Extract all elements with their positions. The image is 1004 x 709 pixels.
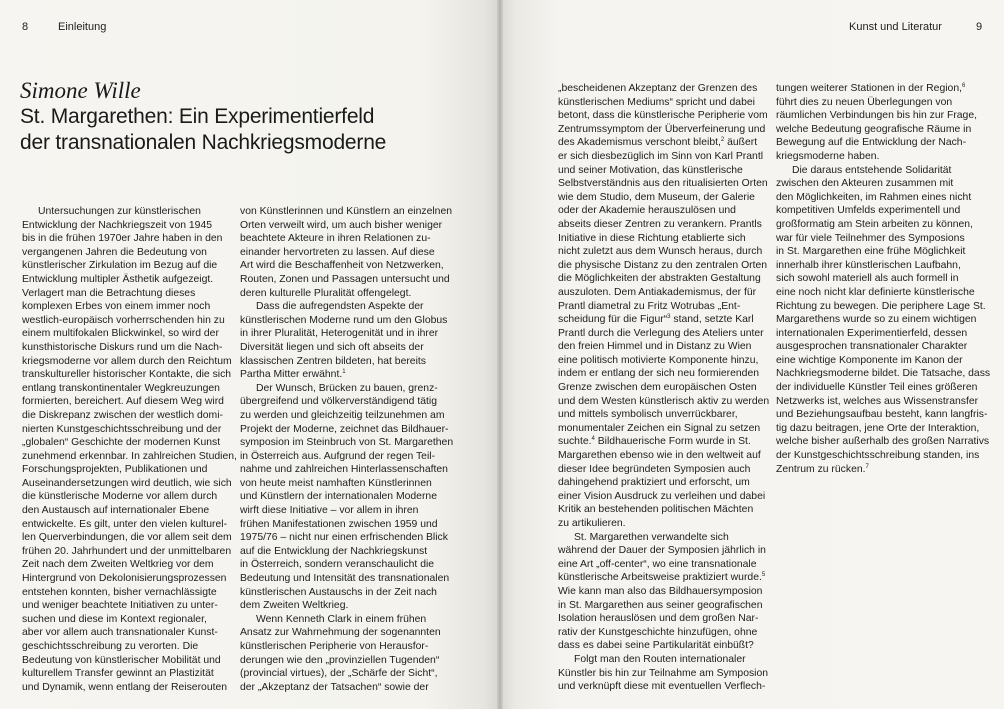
text-line: zunehmend erkennbar. In zahlreichen Studien,	[22, 450, 237, 462]
text-line: Projekt der Moderne, zeichnet das Bildhauer-	[240, 423, 449, 435]
text-line	[558, 571, 770, 585]
text-line: kompetitiven Umfelds experimentell und	[776, 205, 961, 217]
text-line: Diversität liegen und sich oft abseits der	[240, 341, 424, 353]
text-line-content: künstlerische Arbeitsweise praktiziert wurde.	[558, 572, 762, 584]
text-line: die Möglichkeiten der abstrakten Gestaltung	[558, 273, 761, 285]
text-line: Forschungsprojekten, Publikationen und	[22, 464, 208, 476]
text-line: den freien Himmel und in Distanz zu Wien	[558, 341, 752, 353]
text-line: Prantl diametral zu Fritz Wotrubas „Ent-	[558, 300, 741, 312]
text-line: Selbstverständnis aus den ritualisierten Orten	[558, 178, 768, 190]
text-line: eine wichtige Komponente im Kanon der	[776, 354, 963, 366]
text-line: in Österreich aus. Aufgrund der regen Teil-	[240, 450, 436, 462]
text-line: oder der Akademie herauszulösen und	[558, 205, 736, 217]
text-line: „globalen“ Geschichte der modernen Kunst	[22, 437, 221, 449]
text-line: Die daraus entstehende Solidarität	[792, 164, 952, 176]
text-line: von heute meist namhaften Künstlerinnen	[240, 477, 432, 489]
text-line: welche Bedeutung geografische Räume in	[776, 123, 972, 135]
text-line: sich sowohl materiell als auch formell in	[776, 273, 959, 285]
text-line: zu artikulieren.	[558, 518, 626, 529]
text-line: in ihrer Pluralität, Heterogenität und in ihrer	[240, 328, 439, 340]
text-line: transkultureller historischer Kontakte, die sich	[22, 369, 232, 381]
text-line: von Künstlerinnen und Künstlern an einzelnen	[240, 206, 453, 217]
text-line: Richtung zu bewegen. Die periphere Lage St.	[776, 300, 986, 312]
text-line: übergreifend und völkerverständigend tätig	[240, 396, 437, 408]
text-line: entstehen konnten, bisher vernachlässigte	[22, 586, 217, 598]
text-line: „bescheidenen Akzeptanz der Grenzen des	[558, 83, 758, 94]
text-line: Dass die aufregendsten Aspekte der	[256, 301, 424, 313]
left-page	[0, 0, 500, 709]
text-line: auszuloten. Dem Antiakademismus, der für	[558, 286, 757, 298]
text-line: dass es dabei seine Partikularität einbüßt?	[558, 640, 754, 652]
text-line: Künstler bis hin zur Teilnahme am Symposion	[558, 667, 769, 679]
text-line: auf die Entwicklung der Nachkriegskunst	[240, 545, 428, 557]
text-line: und Künstlern der internationalen Moderne	[240, 491, 437, 503]
text-line: indem er entlang der sich neu formierenden	[558, 368, 760, 380]
text-line: frühen 20. Jahrhundert und der unmittelbaren	[22, 545, 232, 557]
text-line	[558, 435, 770, 449]
text-line: in St. Margarethen eine frühe Möglichkeit	[776, 246, 966, 258]
text-line: künstlerischen Moderne rund um den Globus	[240, 314, 448, 326]
text-line: führt dies zu neuen Überlegungen von	[776, 96, 953, 108]
text-line: Art wird die Beschaffenheit von Netzwerken,	[240, 260, 444, 272]
text-line: Entwicklung der Nachkriegszeit von 1945	[22, 219, 213, 231]
text-line: einer Vision Ausdruck zu verleihen und dabei	[558, 490, 766, 502]
text-line-content: Partha Mitter erwähnt.	[240, 369, 343, 381]
text-column-right-2	[776, 82, 998, 476]
text-line: Wie kann man also das Bildhauersymposion	[558, 585, 763, 597]
text-line: eine politisch motivierte Komponente hinzu,	[558, 354, 759, 366]
chapter-title	[20, 104, 460, 156]
text-line: die künstlerische Moderne vor allem durch	[22, 491, 218, 503]
text-line: kunsthistorische Diskurs rund um die Nach-	[22, 341, 223, 353]
text-line: Untersuchungen zur künstlerischen	[38, 206, 201, 217]
text-line: Bewegung auf die Entwicklung der Nach-	[776, 137, 967, 149]
text-line	[776, 463, 998, 477]
text-line: Isolation herauslösen und dem großen Nar-	[558, 613, 759, 625]
text-line: künstlerischen Austauschs in der Zeit nach	[240, 586, 437, 598]
text-column-left-2	[240, 205, 465, 694]
text-line: Wenn Kenneth Clark in einem frühen	[256, 613, 427, 625]
text-line: war für viele Teilnehmer des Symposions	[776, 232, 965, 244]
text-line: klassischen Zentren bildeten, hat bereits	[240, 355, 426, 367]
text-line	[558, 136, 770, 150]
text-line: kriegsmoderne vor allem durch den Reichtum	[22, 355, 232, 367]
text-line: entlang transkontinentaler Wegkreuzungen	[22, 382, 220, 394]
text-line: Margarethen ebenso wie in den weltweit auf	[558, 450, 761, 462]
text-line: (provincial virtues), der „Schärfe der Sicht“,	[240, 668, 438, 680]
text-line: künstlerischen Mediums“ spricht und dabei	[558, 96, 755, 108]
text-line: die Diskrepanz zwischen der westlich domi-	[22, 409, 223, 421]
text-line: bis in die frühen 1970er Jahre haben in den	[22, 233, 223, 245]
text-line: der „Akzeptanz der Tatsachen“ sowie der	[240, 681, 429, 693]
text-line: er sich diesbezüglich im Sinn von Karl Prantl	[558, 150, 764, 162]
text-line: formierten, bereichert. Auf diesem Weg wird	[22, 396, 224, 408]
section-title-left: Einleitung	[58, 21, 107, 33]
text-line: deren kulturelle Pluralität offengelegt.	[240, 287, 412, 299]
text-line: und Dynamik, wenn entlang der Reiserouten	[22, 681, 228, 693]
footnote-marker: 3	[667, 314, 671, 321]
text-line: ausgesprochen transnationaler Charakter	[776, 341, 968, 353]
text-line-content: Bildhauerische Form wurde in St.	[594, 436, 751, 448]
text-line: einander hervortreten zu lassen. Auf diese	[240, 246, 435, 258]
text-line: kulturellem Transfer gewinnt an Plastizität	[22, 668, 214, 680]
text-line: und dem Westen künstlerisch aktiv zu werden	[558, 395, 770, 407]
text-line: vergangenen Jahren die Bedeutung von	[22, 246, 207, 258]
text-line: räumlichen Verbindungen bis hin zur Frage,	[776, 110, 978, 122]
text-line: suchen und diese im Kontext regionaler,	[22, 613, 207, 625]
section-title-right: Kunst und Literatur	[849, 21, 942, 33]
text-line: der individuelle Künstler Teil eines größeren	[776, 382, 978, 394]
text-line: innerhalb ihrer künstlerischen Laufbahn,	[776, 259, 961, 271]
text-line: komplexen Erbes von einem immer noch	[22, 301, 211, 313]
text-line: in St. Margarethen aus seiner geografischen	[558, 599, 763, 611]
text-line-content: scheidung für die Figur“	[558, 314, 668, 326]
text-line: einem multifokalen Blickwinkel, so wird der	[22, 328, 219, 340]
text-line: St. Margarethen verwandelte sich	[574, 531, 729, 543]
text-line	[776, 82, 998, 96]
text-line: den Möglichkeiten, im Rahmen eines nicht	[776, 191, 972, 203]
text-line: in Österreich, sondern veranschaulicht die	[240, 559, 435, 571]
text-line: Verlagert man die Betrachtung dieses	[22, 287, 196, 299]
text-line: eine Art „off-center“, wo eine transnationale	[558, 558, 757, 570]
text-line: Grenze zwischen dem europäischen Osten	[558, 382, 757, 394]
text-line: zwischen den Akteuren zusammen mit	[776, 178, 954, 190]
text-line: Netzwerks ist, welches aus Wissenstransfer	[776, 395, 979, 407]
text-line: tig dazu beitragen, jene Orte der Interaktion,	[776, 422, 980, 434]
text-line: Kritik an bestehenden politischen Mächten	[558, 504, 754, 516]
text-line-content: suchte.	[558, 436, 592, 448]
text-line: beachtete Akteure in ihren Relationen zu-	[240, 233, 431, 245]
text-line: monumentaler Zeichen ein Signal zu setzen	[558, 422, 761, 434]
text-line-content: Zentrum zu rücken.	[776, 463, 866, 475]
text-column-right-1	[558, 82, 770, 694]
text-line-content: stand, setzte Karl	[670, 314, 754, 326]
text-line: Margarethens wurde so zu einem wichtigen	[776, 314, 977, 326]
text-line: betont, dass die künstlerische Peripherie vom	[558, 110, 768, 122]
text-line: und Beziehungsaufbau besteht, kann langfris-	[776, 409, 988, 421]
text-line: künstlerischer Zirkulation im Bezug auf die	[22, 260, 218, 272]
text-line: geschichtsschreibung zu verorten. Die	[22, 641, 199, 652]
text-line: Der Wunsch, Brücken zu bauen, grenz-	[256, 382, 438, 394]
text-line: Prantl durch die Verlegung des Ateliers unter	[558, 327, 764, 339]
text-column-left-1	[22, 205, 237, 694]
text-line: wie dem Studio, dem Museum, der Galerie	[558, 191, 755, 203]
text-line: nahme und zahlreichen Hinterlassenschaften	[240, 464, 448, 476]
text-line: abseits dieser Zentren zu verankern. Prantls	[558, 218, 762, 230]
chapter-title-line: St. Margarethen: Ein Experimentierfeld	[20, 105, 375, 128]
text-line: wirft diese Initiative – vor allem in ihren	[240, 505, 419, 517]
text-line: dem Zweiten Weltkrieg.	[240, 600, 349, 612]
footnote-marker: 1	[342, 369, 346, 376]
text-line: Routen, Zonen und Passagen untersucht und	[240, 273, 450, 285]
text-line: symposion im Steinbruch von St. Margarethen	[240, 437, 454, 449]
text-line: und verknüpft diese mit eventuellen Verflech-	[558, 681, 766, 693]
text-line-content: des Akademismus verschont bleibt,	[558, 137, 721, 149]
text-line: westlich-europäisch vorherrschenden hin zu	[22, 314, 225, 326]
text-line: frühen Manifestationen zwischen 1959 und	[240, 518, 438, 530]
page-number-right: 9	[976, 21, 983, 33]
footnote-marker: 6	[962, 83, 966, 89]
text-line: und seiner Motivation, das künstlerische	[558, 164, 743, 176]
text-line: zu werden und gleichzeitig teilzunehmen am	[240, 409, 445, 421]
footnote-marker: 5	[761, 572, 766, 579]
text-line: len Querverbindungen, die vor allem seit dem	[22, 532, 232, 544]
text-line: dieser Idee begründeten Symposien auch	[558, 463, 751, 475]
text-line: welche bisher außerhalb des großen Narrativs	[776, 436, 990, 448]
chapter-title-line: der transnationalen Nachkriegsmoderne	[20, 131, 387, 154]
text-line: Entwicklung multipler Ästhetik aufgezeigt.	[22, 273, 214, 285]
text-line: Bedeutung von künstlerischer Mobilität und	[22, 654, 221, 666]
text-line: und weniger beachtete Initiativen zu unter-	[22, 600, 218, 612]
text-line: 1975/76 – nicht nur einen erfrischenden Blick	[240, 532, 448, 544]
footnote-marker: 7	[865, 463, 869, 470]
text-line: großformatig am Stein arbeiten zu können,	[776, 218, 973, 230]
footnote-marker: 4	[591, 436, 595, 443]
text-line: Ansatz zur Wahrnehmung der sogenannten	[240, 627, 441, 639]
text-line: Zentrumssymptom der Überverfeinerung und	[558, 123, 766, 135]
text-line: eine noch nicht klar definierte künstlerische	[776, 286, 975, 298]
text-line: rativ der Kunstgeschichte hinzufügen, ohne	[558, 626, 758, 638]
footnote-marker: 2	[720, 137, 725, 144]
text-line: Hintergrund von Dekolonisierungsprozessen	[22, 573, 227, 585]
page-number-left: 8	[22, 21, 29, 33]
text-line: Auseinandersetzungen wird deutlich, wie sich	[22, 477, 232, 489]
text-line: internationalen Experimentierfeld, dessen	[776, 327, 968, 339]
text-line: nierten Kunstgeschichtsschreibung und der	[22, 423, 222, 435]
author-name: Simone Wille	[20, 78, 141, 103]
text-line: kriegsmoderne haben.	[776, 150, 880, 162]
text-line: künstlerischen Peripherie von Herausfor-	[240, 641, 429, 652]
text-line: dahingehend praktiziert und erforscht, um	[558, 477, 750, 489]
text-line: der Kunstgeschichtsschreibung standen, ins	[776, 450, 980, 462]
text-line: Folgt man den Routen internationaler	[574, 653, 746, 665]
text-line: Nachkriegsmoderne bildet. Die Tatsache, dass	[776, 368, 991, 380]
book-gutter	[497, 0, 503, 709]
text-line: aber vor allem auch transnationaler Kunst-	[22, 627, 218, 639]
text-line: den Austausch auf internationaler Ebene	[22, 505, 210, 517]
text-line: Bedeutung und Intensität des transnationalen	[240, 573, 450, 585]
text-line-content: äußert	[724, 137, 758, 149]
text-line: während der Dauer der Symposien jährlich in	[558, 545, 766, 557]
text-line: nicht zuletzt aus dem Wunsch heraus, durch	[558, 246, 763, 258]
text-line: die physische Distanz zu den zentralen Orten	[558, 259, 768, 271]
text-line-content: tungen weiterer Stationen in der Region,	[776, 83, 962, 94]
text-line: entwickelte. Es gilt, unter den vielen kulturel-	[22, 518, 228, 530]
text-line: Orten verweilt wird, um auch bisher weniger	[240, 219, 443, 231]
text-line: und mittels symbolisch unverrückbarer,	[558, 409, 738, 421]
text-line: Zeit nach dem Zweiten Weltkrieg vor dem	[22, 559, 214, 571]
text-line	[558, 313, 770, 327]
text-line: Initiative in diese Richtung etablierte sich	[558, 232, 746, 244]
text-line	[240, 368, 465, 382]
text-line: derungen wie den „provinziellen Tugenden“	[240, 654, 440, 666]
right-page	[500, 0, 1004, 709]
